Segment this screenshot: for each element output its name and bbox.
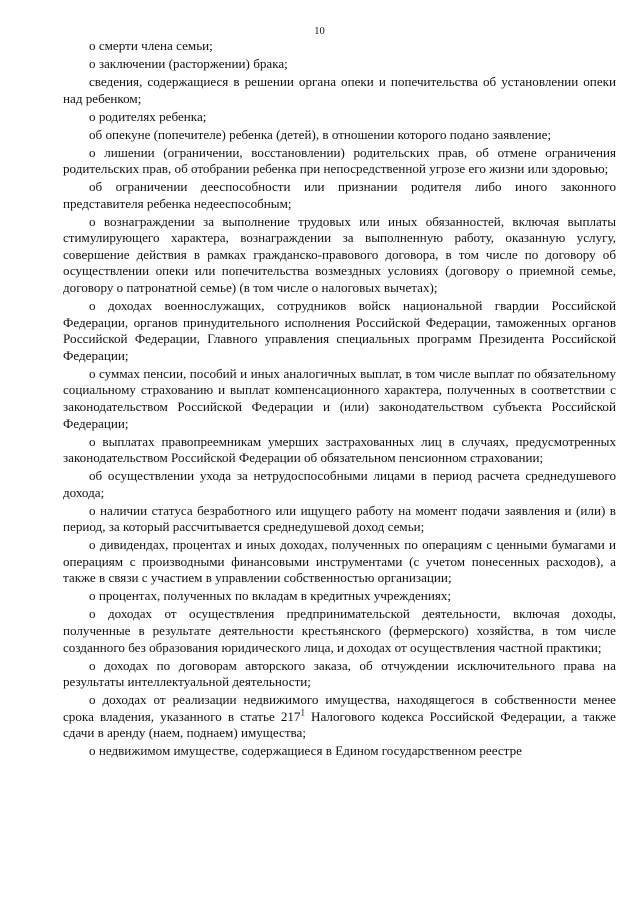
paragraph: о доходах от осуществления предпринимательской деятельности, включая доходы, полученные в результате деятельности крестьянского (фермерского) хозяйства, в том числе созданного без образования юридического лица, и доходах от осуществления частной практики; (63, 606, 616, 655)
paragraph: о доходах военнослужащих, сотрудников войск национальной гвардии Российской Федерации, органов принудительного исполнения Российской Федерации, таможенных органов Российской Федерации, Главного управления специальных программ Президента Российской Федерации; (63, 298, 616, 363)
document-body (63, 38, 616, 761)
paragraph-with-footnote (63, 692, 616, 742)
paragraph-text: о доходах от реализации недвижимого имущества, находящегося в собственности менее срока владения, указанного в статье 217 (63, 692, 616, 724)
paragraph-text-tail: Налогового кодекса Российской Федерации, а также сдачи в аренду (наем, поднаем) имущества; (63, 708, 616, 741)
paragraph: о суммах пенсии, пособий и иных аналогичных выплат, в том числе выплат по обязательному социальному страхованию и выплат компенсационного характера, полученных в соответствии с законодательством Российской Федерации и (или) законодательством субъекта Российской Федерации; (63, 365, 616, 431)
paragraph: о заключении (расторжении) брака; (89, 55, 288, 71)
paragraph: о дивидендах, процентах и иных доходах, полученных по операциям с ценными бумагами и операциям с производными финансовыми инструментами (с учетом понесенных расходов), а также в связи с участием в управлении собственностью организации; (63, 537, 616, 586)
paragraph: о недвижимом имуществе, содержащиеся в Едином государственном реестре (89, 743, 522, 759)
paragraph: о родителях ребенка; (89, 108, 207, 124)
paragraph: об опекуне (попечителе) ребенка (детей), в отношении которого подано заявление; (89, 126, 552, 142)
paragraph: о наличии статуса безработного или ищущего работу на момент подачи заявления и (или) в период, за который рассчитывается среднедушевой доход семьи; (63, 502, 616, 535)
paragraph: о лишении (ограничении, восстановлении) родительских прав, об отмене ограничения родительских прав, об отобрании ребенка при непосредственной угрозе его жизни или здоровью; (63, 144, 616, 177)
superscript: 1 (300, 707, 305, 718)
paragraph: об ограничении дееспособности или признании родителя либо иного законного представителя ребенка недееспособным; (63, 179, 616, 211)
paragraph: о вознаграждении за выполнение трудовых или иных обязанностей, включая выплаты стимулирующего характера, вознаграждении за выполненную работу, оказанную услугу, совершение действия в рамках гражданско-правового договора, в том числе по договору об осуществлении опеки или попечительства возмездных условиях (договору о приемной семье, договору о патронатной семье) (в том числе о налоговых вычетах); (63, 213, 616, 296)
paragraph: об осуществлении ухода за нетрудоспособными лицами в период расчета среднедушевого дохода; (63, 468, 616, 500)
paragraph: о доходах по договорам авторского заказа, об отчуждении исключительного права на результаты интеллектуальной деятельности; (63, 657, 616, 690)
paragraph: о процентах, полученных по вкладам в кредитных учреждениях; (89, 588, 452, 604)
paragraph: о выплатах правопреемникам умерших застрахованных лиц в случаях, предусмотренных законодательством Российской Федерации об обязательном пенсионном страховании; (63, 433, 616, 466)
paragraph: о смерти члена семьи; (89, 38, 213, 53)
paragraph: сведения, содержащиеся в решении органа опеки и попечительства об установлении опеки над ребенком; (63, 73, 616, 106)
page-number: 10 (314, 26, 325, 37)
